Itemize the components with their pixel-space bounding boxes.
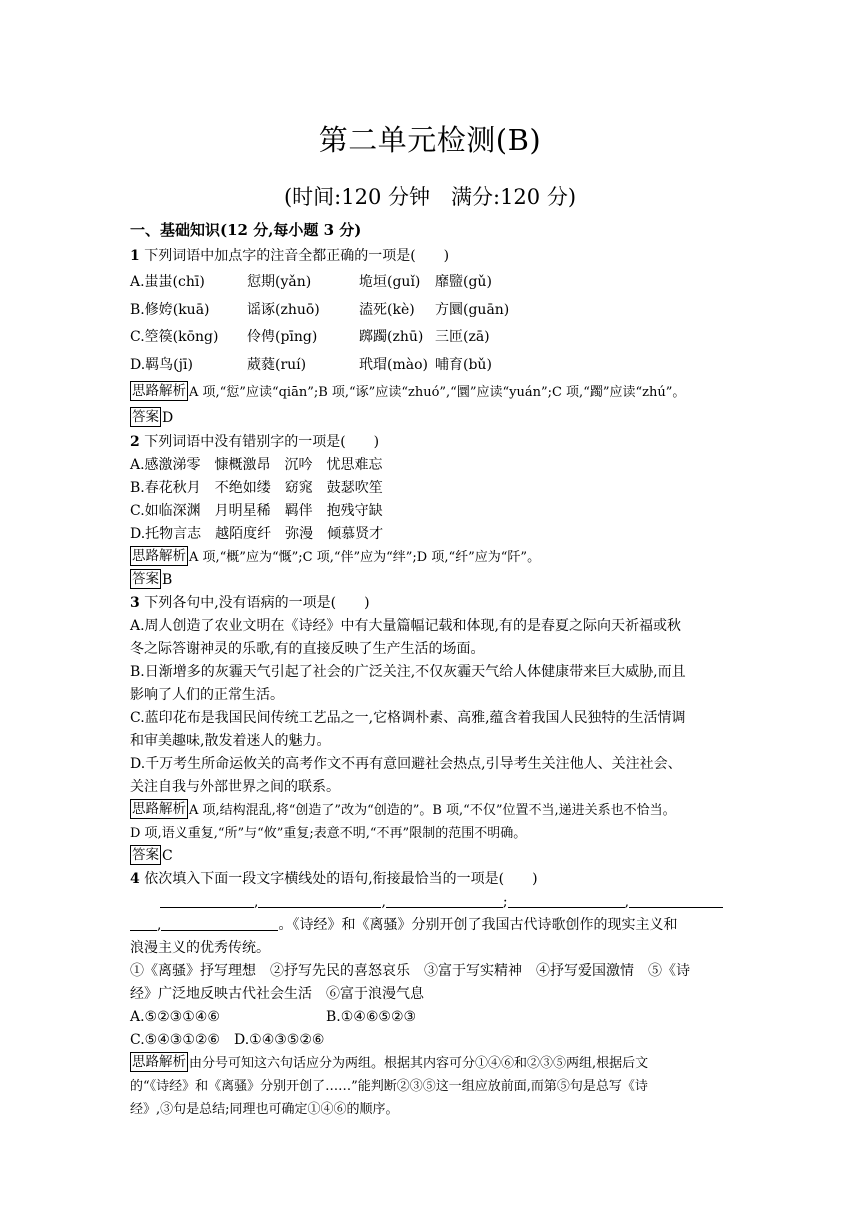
q3-analysis <box>130 799 735 822</box>
question-text: 下列各句中,没有语病的一项是( ) <box>139 595 370 611</box>
question-number: 2 <box>130 434 140 450</box>
q3-option-line: B.日渐增多的灰霾天气引起了社会的广泛关注,不仅灰霾天气给人体健康带来巨大威胁,而且 <box>130 664 686 680</box>
option-word: 哺育(bǔ) <box>435 356 492 373</box>
analysis-text: A 项,“概”应为“慨”;C 项,“伴”应为“绊”;D 项,“纤”应为“阡”。 <box>189 550 541 565</box>
analysis-text: 由分号可知这六句话应分为两组。根据其内容可分①④⑥和②③⑤两组,根据后文 <box>189 1056 649 1071</box>
q1-answer <box>130 405 735 431</box>
question-2-stem <box>130 431 735 454</box>
q1-option-a <box>130 269 735 297</box>
option-word: 三匝(zā) <box>435 329 490 345</box>
option-word: B.修姱(kuā) <box>130 301 210 318</box>
analysis-tag: 思路解析 <box>132 383 186 399</box>
q3-analysis-cont: D 项,语义重复,“所”与“攸”重复;表意不明,“不再”限制的范围不明确。 <box>130 826 527 841</box>
q4-options-ab <box>130 1006 735 1029</box>
passage-text: 。《诗经》和《离骚》分别开创了我国古代诗歌创作的现实主义和 <box>278 917 678 933</box>
answer-value: C <box>162 848 173 864</box>
q1-option-b <box>130 297 735 325</box>
q3-option-line: D.千万考生所命运攸关的高考作文不再有意回避社会热点,引导考生关注他人、关注社会、 <box>130 756 682 772</box>
blank <box>629 893 723 908</box>
q4-passage-line3: 浪漫主义的优秀传统。 <box>130 940 270 956</box>
option-word: 伶俜(pīng) <box>247 329 318 345</box>
punct: , <box>624 894 630 910</box>
q4-passage-line1 <box>130 891 735 914</box>
q3-answer <box>130 845 735 868</box>
q4-passage-line2 <box>130 914 735 937</box>
question-text: 下列词语中加点字的注音全都正确的一项是( ) <box>139 248 450 264</box>
option-word: 玳瑁(mào) <box>359 356 428 373</box>
q3-option-line: 关注自我与外部世界之间的联系。 <box>130 779 340 795</box>
q2-option-b: B.春花秋月 不绝如缕 窈窕 鼓瑟吹笙 <box>130 480 383 496</box>
question-number: 3 <box>130 595 140 611</box>
q3-option-line: C.蓝印花布是我国民间传统工艺品之一,它格调朴素、高雅,蕴含着我国人民独特的生活情调 <box>130 710 686 726</box>
q3-option-line: 冬之际答谢神灵的乐歌,有的直接反映了生产生活的场面。 <box>130 641 485 657</box>
q1-analysis <box>130 379 735 405</box>
q1-option-d <box>130 352 735 380</box>
question-1-stem <box>130 243 735 269</box>
section-heading: 一、基础知识(12 分,每小题 3 分) <box>130 221 362 239</box>
q3-option-line: 影响了人们的正常生活。 <box>130 687 284 703</box>
question-number: 1 <box>130 248 140 264</box>
analysis-tag: 思路解析 <box>132 548 186 564</box>
q4-items-line2: 经》广泛地反映古代社会生活 ⑥富于浪漫气息 <box>130 986 424 1002</box>
blank <box>386 893 503 908</box>
q4-analysis <box>130 1052 735 1075</box>
answer-value: D <box>162 410 174 426</box>
punct: ; <box>502 894 508 910</box>
option-word: 溘死(kè) <box>359 301 415 318</box>
page-subtitle: (时间:120 分钟 满分:120 分) <box>283 185 577 209</box>
punct: , <box>381 894 386 910</box>
q3-option-line: A.周人创造了农业文明在《诗经》中有大量篇幅记载和体现,有的是春夏之际向天祈福或秋 <box>130 618 682 634</box>
q1-option-c <box>130 324 735 352</box>
question-3-stem <box>130 592 735 615</box>
question-4-stem <box>130 868 735 891</box>
blank <box>160 893 254 908</box>
option-word: C.箜篌(kōng) <box>130 329 219 345</box>
answer-tag: 答案 <box>132 847 159 863</box>
q4-options-cd: C.⑤④③①②⑥ D.①④③⑤②⑥ <box>130 1032 325 1048</box>
q2-option-d: D.托物言志 越陌度纤 弥漫 倾慕贤才 <box>130 526 384 542</box>
question-text: 下列词语中没有错别字的一项是( ) <box>139 434 380 450</box>
analysis-tag: 思路解析 <box>132 801 186 817</box>
option-word: D.羁鸟(jī) <box>130 356 193 373</box>
q2-option-a: A.感激涕零 慷概激昂 沉吟 忧思难忘 <box>130 457 383 473</box>
blank <box>130 916 157 931</box>
analysis-text: A 项,“愆”应读“qiān”;B 项,“诼”应读“zhuó”,“圜”应读“yuán”;C 项,“躅”应读“zhú”。 <box>189 385 686 400</box>
document-body <box>130 217 735 1121</box>
q3-option-line: 和审美趣味,散发着迷人的魅力。 <box>130 733 331 749</box>
q2-option-c: C.如临深渊 月明星稀 羁伴 抱残守缺 <box>130 503 383 519</box>
q2-analysis <box>130 546 735 569</box>
answer-tag: 答案 <box>132 571 159 587</box>
option-word: 愆期(yǎn) <box>247 274 312 290</box>
option: B.①④⑥⑤②③ <box>326 1009 417 1025</box>
blank <box>508 893 625 908</box>
option-word: 葳蕤(ruí) <box>247 356 307 373</box>
option-word: A.蚩蚩(chī) <box>130 274 205 290</box>
option-word: 踯躅(zhū) <box>359 329 424 345</box>
analysis-text: A 项,结构混乱,将“创造了”改为“创造的”。B 项,“不仅”位置不当,递进关系也不恰当。 <box>189 803 676 818</box>
q4-analysis-cont: 经》,③句是总结;同理也可确定①④⑥的顺序。 <box>130 1102 399 1117</box>
blank <box>161 916 278 931</box>
answer-value: B <box>162 572 173 588</box>
analysis-tag: 思路解析 <box>132 1054 186 1070</box>
option-word: 谣诼(zhuō) <box>247 301 320 318</box>
punct: , <box>157 917 162 933</box>
blank <box>258 893 381 908</box>
page-title: 第二单元检测(B) <box>318 123 542 157</box>
question-text: 依次填入下面一段文字横线处的语句,衔接最恰当的一项是( ) <box>139 871 538 887</box>
punct: , <box>254 894 259 910</box>
answer-tag: 答案 <box>132 409 159 425</box>
option-word: 方圜(guān) <box>435 301 510 318</box>
option-word: 靡盬(gǔ) <box>435 274 492 290</box>
q4-analysis-cont: 的“《诗经》和《离骚》分别开创了……”能判断②③⑤这一组应放前面,而第⑤句是总写《诗 <box>130 1079 648 1094</box>
option-word: 垝垣(guǐ) <box>359 274 421 290</box>
option: A.⑤②③①④⑥ <box>130 1009 220 1025</box>
q2-answer <box>130 569 735 592</box>
question-number: 4 <box>130 871 140 887</box>
q4-items-line1: ①《离骚》抒写理想 ②抒写先民的喜怒哀乐 ③富于写实精神 ④抒写爱国激情 ⑤《诗 <box>130 963 690 979</box>
